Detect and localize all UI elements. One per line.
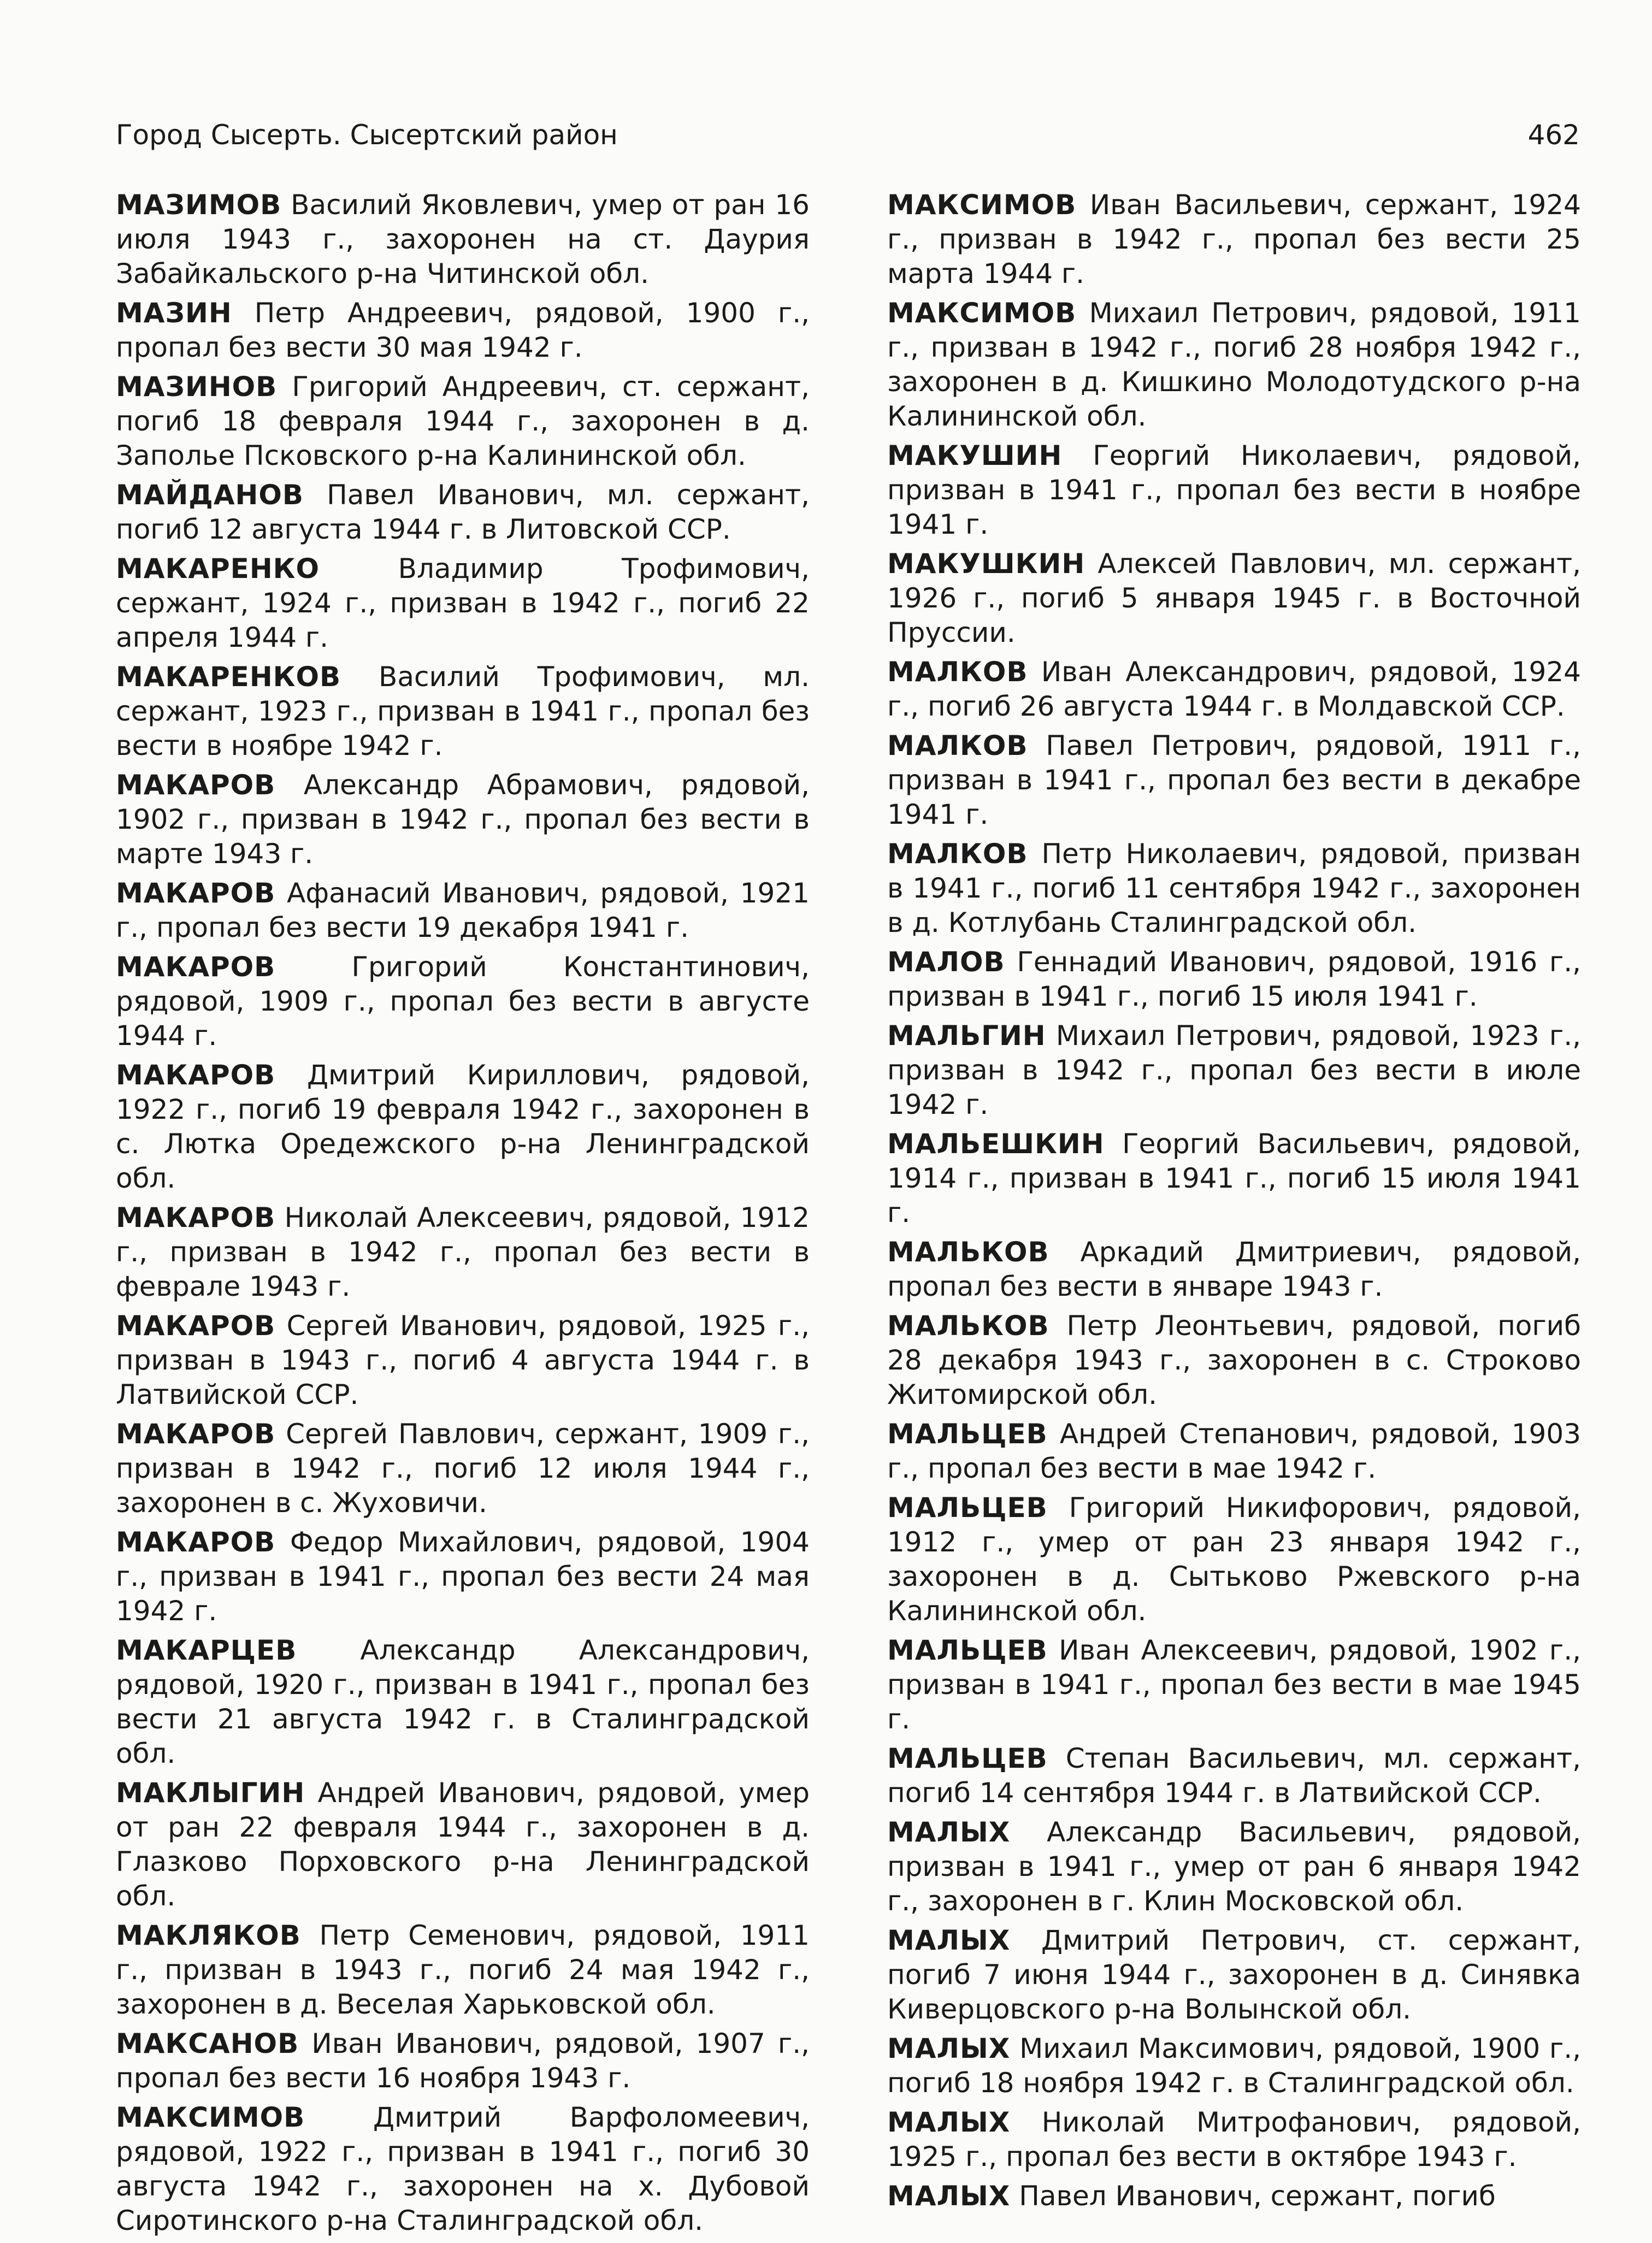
- list-item: [887, 655, 1581, 724]
- entry-text: Аркадий Дмитриевич, рядовой, пропал без вести в январе 1943 г.: [887, 1236, 1581, 1302]
- entry-text: Петр Николаевич, рядовой, призван в 1941 г., погиб 11 сентября 1942 г., захоронен в д. Котлубань Сталинградской обл.: [887, 838, 1581, 938]
- entry-surname: МАЛЬЦЕВ: [887, 1418, 1048, 1450]
- left-column: [116, 188, 810, 2243]
- entry-text: Федор Михайлович, рядовой, 1904 г., призван в 1941 г., пропал без вести 24 мая 1942 г.: [116, 1526, 810, 1627]
- entry-surname: МАЙДАНОВ: [116, 479, 304, 511]
- entry-text: Петр Леонтьевич, рядовой, погиб 28 декабря 1943 г., захоронен в с. Строково Житомирской обл.: [887, 1310, 1581, 1410]
- list-item: [887, 837, 1581, 940]
- entry-surname: МАЗИНОВ: [116, 371, 278, 403]
- entry-text: Андрей Степанович, рядовой, 1903 г., пропал без вести в мае 1942 г.: [887, 1418, 1581, 1484]
- list-item: [887, 188, 1581, 291]
- entry-text: Алексей Павлович, мл. сержант, 1926 г., погиб 5 января 1945 г. в Восточной Пруссии.: [887, 548, 1581, 648]
- entry-surname: МАКСАНОВ: [116, 2028, 299, 2059]
- entry-surname: МАЛЬЦЕВ: [887, 1743, 1048, 1774]
- right-column: [887, 188, 1581, 2218]
- list-item: [887, 1019, 1581, 1122]
- entry-text: Георгий Васильевич, рядовой, 1914 г., призван в 1941 г., погиб 15 июля 1941 г.: [887, 1128, 1581, 1229]
- entry-text: Иван Александрович, рядовой, 1924 г., погиб 26 августа 1944 г. в Молдавской ССР.: [887, 656, 1581, 722]
- entry-surname: МАЛЫХ: [887, 2180, 1011, 2212]
- entry-text: Петр Семенович, рядовой, 1911 г., призван в 1943 г., погиб 24 мая 1942 г., захоронен в д. Веселая Харьковской обл.: [116, 1920, 810, 2020]
- entry-surname: МАКЛЯКОВ: [116, 1920, 301, 1951]
- entry-text: Григорий Никифорович, рядовой, 1912 г., умер от ран 23 января 1942 г., захоронен в д. Сытьково Ржевского р-на Калининской обл.: [887, 1492, 1581, 1627]
- list-item: [116, 552, 810, 655]
- list-item: [887, 729, 1581, 832]
- list-item: [887, 296, 1581, 434]
- list-item: [887, 2032, 1581, 2100]
- entry-text: Александр Александрович, рядовой, 1920 г., призван в 1941 г., пропал без вести 21 августа 1942 г. в Сталинградской обл.: [116, 1634, 810, 1769]
- entry-surname: МАКАРОВ: [116, 1202, 276, 1233]
- entry-surname: МАЛЫХ: [887, 2033, 1011, 2064]
- entry-surname: МАКАРОВ: [116, 951, 276, 983]
- entry-text: Дмитрий Петрович, ст. сержант, погиб 7 июня 1944 г., захоронен в д. Синявка Киверцовского р-на Волынской обл.: [887, 1925, 1581, 2025]
- list-item: [116, 188, 810, 291]
- entry-surname: МАКУШКИН: [887, 548, 1085, 580]
- entry-text: Михаил Максимович, рядовой, 1900 г., погиб 18 ноября 1942 г. в Сталинградской обл.: [887, 2033, 1581, 2099]
- entry-surname: МАКАРОВ: [116, 1059, 276, 1091]
- list-item: [116, 950, 810, 1053]
- entry-surname: МАЛКОВ: [887, 730, 1028, 762]
- entry-text: Петр Андреевич, рядовой, 1900 г., пропал без вести 30 мая 1942 г.: [116, 297, 810, 363]
- entry-text: Андрей Иванович, рядовой, умер от ран 22 февраля 1944 г., захоронен в д. Глазково Порховского р-на Ленинградской обл.: [116, 1777, 810, 1912]
- list-item: [116, 1776, 810, 1914]
- list-item: [887, 1923, 1581, 2027]
- entry-surname: МАКСИМОВ: [887, 297, 1077, 329]
- entry-surname: МАЛЬЦЕВ: [887, 1634, 1048, 1666]
- entry-surname: МАКАРОВ: [116, 877, 276, 909]
- list-item: [887, 1127, 1581, 1230]
- running-title: Город Сысерть. Сысертский район: [116, 119, 618, 151]
- entry-text: Степан Васильевич, мл. сержант, погиб 14 сентября 1944 г. в Латвийской ССР.: [887, 1743, 1581, 1809]
- entry-surname: МАЛКОВ: [887, 656, 1028, 688]
- entry-surname: МАКАРЕНКО: [116, 553, 320, 585]
- entry-surname: МАКСИМОВ: [116, 2102, 305, 2133]
- entry-text: Николай Алексеевич, рядовой, 1912 г., призван в 1942 г., пропал без вести в феврале 1943 г.: [116, 1202, 810, 1302]
- list-item: [887, 2179, 1581, 2214]
- list-item: [116, 478, 810, 547]
- entry-text: Михаил Петрович, рядовой, 1911 г., призван в 1942 г., погиб 28 ноября 1942 г., захоронен в д. Кишкино Молодотудского р-на Калининской обл.: [887, 297, 1581, 432]
- entry-text: Иван Иванович, рядовой, 1907 г., пропал без вести 16 ноября 1943 г.: [116, 2028, 810, 2094]
- entry-text: Александр Васильевич, рядовой, призван в 1941 г., умер от ран 6 января 1942 г., захоронен в г. Клин Московской обл.: [887, 1816, 1581, 1917]
- list-item: [116, 1309, 810, 1412]
- list-item: [116, 1417, 810, 1520]
- entry-surname: МАКАРЦЕВ: [116, 1634, 297, 1666]
- list-item: [116, 2027, 810, 2096]
- list-item: [116, 1058, 810, 1196]
- list-item: [887, 547, 1581, 650]
- entry-text: Афанасий Иванович, рядовой, 1921 г., пропал без вести 19 декабря 1941 г.: [116, 877, 810, 943]
- entry-text: Василий Трофимович, мл. сержант, 1923 г., призван в 1941 г., пропал без вести в ноябре 1942 г.: [116, 661, 810, 762]
- entry-text: Григорий Андреевич, ст. сержант, погиб 18 февраля 1944 г., захоронен в д. Заполье Псковского р-на Калининской обл.: [116, 371, 810, 471]
- list-item: [116, 370, 810, 473]
- list-item: [887, 1417, 1581, 1486]
- list-item: [116, 876, 810, 945]
- list-item: [116, 1201, 810, 1304]
- entry-text: Иван Васильевич, сержант, 1924 г., призван в 1942 г., пропал без вести 25 марта 1944 г.: [887, 189, 1581, 290]
- entry-text: Александр Абрамович, рядовой, 1902 г., призван в 1942 г., пропал без вести в марте 1943 г.: [116, 769, 810, 870]
- entry-surname: МАЗИМОВ: [116, 189, 282, 221]
- list-item: [887, 2105, 1581, 2174]
- entry-text: Михаил Петрович, рядовой, 1923 г., призван в 1942 г., пропал без вести в июле 1942 г.: [887, 1020, 1581, 1120]
- entry-surname: МАЛЫХ: [887, 1816, 1011, 1848]
- list-item: [887, 1815, 1581, 1919]
- entry-surname: МАЛОВ: [887, 946, 1005, 978]
- page-number: 462: [1527, 119, 1580, 151]
- entry-text: Сергей Павлович, сержант, 1909 г., призван в 1942 г., погиб 12 июля 1944 г., захоронен в с. Жуховичи.: [116, 1418, 810, 1519]
- entry-text: Сергей Иванович, рядовой, 1925 г., призван в 1943 г., погиб 4 августа 1944 г. в Латвийской ССР.: [116, 1310, 810, 1410]
- entry-text: Павел Иванович, сержант, погиб: [1019, 2180, 1496, 2212]
- list-item: [887, 1742, 1581, 1810]
- entry-surname: МАЛЬЕШКИН: [887, 1128, 1105, 1160]
- entry-text: Павел Петрович, рядовой, 1911 г., призван в 1941 г., пропал без вести в декабре 1941 г.: [887, 730, 1581, 830]
- entry-text: Павел Иванович, мл. сержант, погиб 12 августа 1944 г. в Литовской ССР.: [116, 479, 810, 545]
- entry-text: Григорий Константинович, рядовой, 1909 г., пропал без вести в августе 1944 г.: [116, 951, 810, 1052]
- entry-surname: МАКАРОВ: [116, 1418, 276, 1450]
- entry-surname: МАЛЬЦЕВ: [887, 1492, 1048, 1524]
- entry-text: Василий Яковлевич, умер от ран 16 июля 1943 г., захоронен на ст. Даурия Забайкальского р-на Читинской обл.: [116, 189, 810, 290]
- list-item: [887, 1309, 1581, 1412]
- list-item: [887, 1235, 1581, 1304]
- list-item: [116, 1525, 810, 1628]
- entry-surname: МАЛЫХ: [887, 1925, 1011, 1956]
- entry-text: Геннадий Иванович, рядовой, 1916 г., призван в 1941 г., погиб 15 июля 1941 г.: [887, 946, 1581, 1012]
- list-item: [116, 1633, 810, 1771]
- entry-surname: МАКАРОВ: [116, 1526, 276, 1558]
- entry-surname: МАЛЬКОВ: [887, 1236, 1049, 1268]
- entry-surname: МАЛКОВ: [887, 838, 1028, 870]
- entry-text: Николай Митрофанович, рядовой, 1925 г., пропал без вести в октябре 1943 г.: [887, 2106, 1581, 2173]
- entry-surname: МАЗИН: [116, 297, 232, 329]
- list-item: [116, 296, 810, 365]
- entry-surname: МАКАРОВ: [116, 1310, 276, 1342]
- entry-surname: МАКАРЕНКОВ: [116, 661, 341, 693]
- list-item: [116, 768, 810, 871]
- entry-surname: МАКСИМОВ: [887, 189, 1077, 221]
- entry-surname: МАКАРОВ: [116, 769, 276, 801]
- list-item: [887, 439, 1581, 542]
- entry-text: Иван Алексеевич, рядовой, 1902 г., призван в 1941 г., пропал без вести в мае 1945 г.: [887, 1634, 1581, 1735]
- entry-text: Дмитрий Кириллович, рядовой, 1922 г., погиб 19 февраля 1942 г., захоронен в с. Лютка Оредежского р-на Ленинградской обл.: [116, 1059, 810, 1194]
- entry-text: Владимир Трофимович, сержант, 1924 г., призван в 1942 г., погиб 22 апреля 1944 г.: [116, 553, 810, 653]
- entry-surname: МАЛЫХ: [887, 2106, 1011, 2138]
- entry-surname: МАКУШИН: [887, 440, 1063, 471]
- list-item: [887, 1491, 1581, 1628]
- list-item: [887, 1633, 1581, 1737]
- entry-surname: МАЛЬКОВ: [887, 1310, 1049, 1342]
- entry-surname: МАЛЬГИН: [887, 1020, 1046, 1052]
- list-item: [116, 660, 810, 763]
- entry-surname: МАКЛЫГИН: [116, 1777, 305, 1809]
- list-item: [116, 1919, 810, 2022]
- list-item: [887, 945, 1581, 1014]
- entry-text: Георгий Николаевич, рядовой, призван в 1941 г., пропал без вести в ноябре 1941 г.: [887, 440, 1581, 540]
- list-item: [116, 2100, 810, 2238]
- entry-text: Дмитрий Варфоломеевич, рядовой, 1922 г., призван в 1941 г., погиб 30 августа 1942 г., захоронен на х. Дубовой Сиротинского р-на Сталинградской обл.: [116, 2102, 810, 2236]
- page-header: [116, 121, 1580, 149]
